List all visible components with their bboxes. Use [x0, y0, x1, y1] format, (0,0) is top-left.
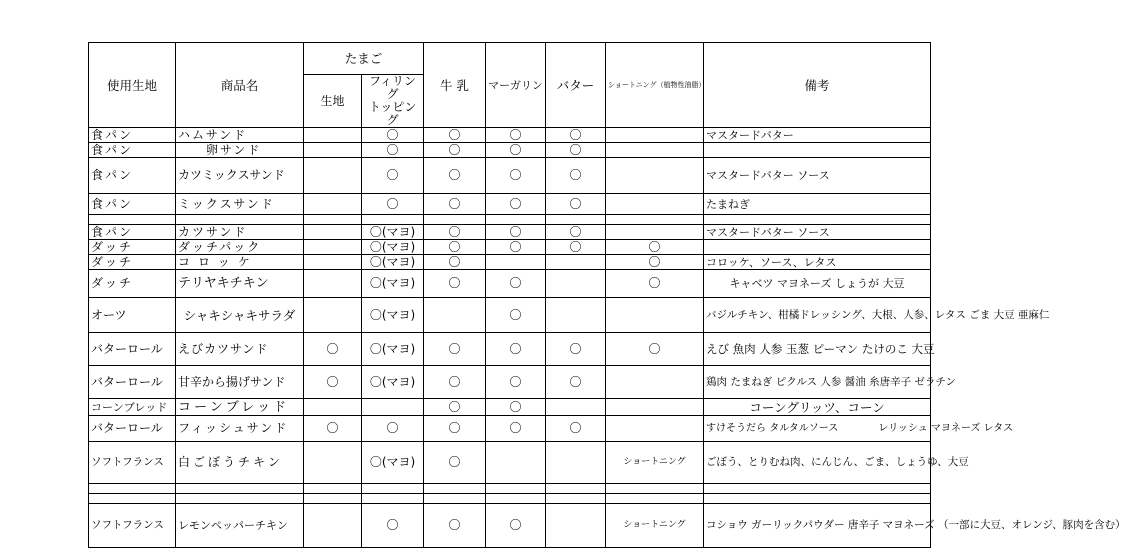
cell-product: レモンペッパーチキン	[176, 504, 304, 548]
cell-dough: ダッチ	[89, 240, 176, 255]
cell-egg-dough	[304, 255, 362, 270]
cell-margarine	[486, 255, 546, 270]
cell-product: ミックスサンド	[176, 194, 304, 215]
table-row	[89, 399, 931, 416]
cell-milk: 〇	[424, 333, 486, 366]
cell-dough: バターロール	[89, 416, 176, 442]
table-row	[89, 255, 931, 270]
table-row	[89, 225, 931, 240]
cell-product: テリヤキチキン	[176, 270, 304, 298]
cell-dough: ダッチ	[89, 270, 176, 298]
table-row	[89, 298, 931, 333]
cell-notes: たまねぎ	[704, 194, 931, 215]
cell-egg-filling: 〇(マヨ)	[362, 240, 424, 255]
table-row	[89, 416, 931, 442]
cell-shortening: 〇	[606, 240, 704, 255]
cell-butter	[546, 504, 606, 548]
cell-butter: 〇	[546, 333, 606, 366]
cell-shortening	[606, 143, 704, 158]
table-row	[89, 366, 931, 399]
cell-egg-dough	[304, 240, 362, 255]
cell-product: コーンブレッド	[176, 399, 304, 416]
allergen-table	[88, 42, 1126, 548]
cell-notes: マスタードバター	[704, 128, 931, 143]
cell-egg-dough	[304, 442, 362, 484]
cell-milk: 〇	[424, 240, 486, 255]
cell-egg-dough	[304, 270, 362, 298]
cell-butter	[546, 399, 606, 416]
cell-product: シャキシャキサラダ	[176, 298, 304, 333]
cell-dough: 食パン	[89, 158, 176, 194]
cell-egg-filling: 〇(マヨ)	[362, 442, 424, 484]
cell-margarine: 〇	[486, 143, 546, 158]
cell-product: コロッケ	[176, 255, 304, 270]
cell-egg-filling	[362, 399, 424, 416]
cell-product: カツミックスサンド	[176, 158, 304, 194]
cell-egg-filling: 〇(マヨ)	[362, 225, 424, 240]
blank-row	[89, 215, 931, 225]
cell-milk: 〇	[424, 442, 486, 484]
cell-butter: 〇	[546, 240, 606, 255]
cell-margarine: 〇	[486, 366, 546, 399]
cell-butter: 〇	[546, 143, 606, 158]
cell-egg-filling: 〇	[362, 128, 424, 143]
cell-butter: 〇	[546, 128, 606, 143]
cell-milk: 〇	[424, 366, 486, 399]
header-notes: 備考	[704, 43, 931, 128]
cell-milk: 〇	[424, 504, 486, 548]
cell-egg-dough: 〇	[304, 366, 362, 399]
cell-egg-filling: 〇(マヨ)	[362, 366, 424, 399]
cell-dough: バターロール	[89, 333, 176, 366]
cell-margarine: 〇	[486, 128, 546, 143]
table-row	[89, 240, 931, 255]
blank-row	[89, 484, 931, 494]
cell-notes: コショウ ガーリックパウダー 唐辛子 マヨネーズ （一部に大豆、オレンジ、豚肉を含む）	[704, 504, 931, 548]
header-egg: たまご	[304, 43, 424, 75]
cell-milk: 〇	[424, 143, 486, 158]
cell-butter	[546, 270, 606, 298]
cell-notes: コロッケ、ソース、レタス	[704, 255, 931, 270]
cell-shortening	[606, 399, 704, 416]
cell-butter: 〇	[546, 366, 606, 399]
cell-butter: 〇	[546, 225, 606, 240]
cell-shortening: 〇	[606, 270, 704, 298]
cell-dough: ダッチ	[89, 255, 176, 270]
cell-egg-filling: 〇(マヨ)	[362, 333, 424, 366]
cell-milk	[424, 298, 486, 333]
cell-shortening	[606, 225, 704, 240]
cell-shortening	[606, 416, 704, 442]
cell-dough: ソフトフランス	[89, 442, 176, 484]
cell-milk: 〇	[424, 399, 486, 416]
cell-margarine: 〇	[486, 399, 546, 416]
cell-dough: オーツ	[89, 298, 176, 333]
cell-notes: 鶏肉 たまねぎ ピクルス 人参 醤油 糸唐辛子 ゼラチン	[704, 366, 931, 399]
header-product: 商品名	[176, 43, 304, 128]
cell-egg-filling: 〇	[362, 158, 424, 194]
table-row	[89, 128, 931, 143]
cell-dough: 食パン	[89, 225, 176, 240]
cell-shortening	[606, 366, 704, 399]
cell-shortening: ショートニング	[606, 504, 704, 548]
cell-notes	[704, 143, 931, 158]
cell-product: ハムサンド	[176, 128, 304, 143]
cell-egg-dough	[304, 225, 362, 240]
cell-notes: ごぼう、とりむね肉、にんじん、ごま、しょうゆ、大豆	[704, 442, 931, 484]
cell-notes: えび 魚肉 人参 玉葱 ピーマン たけのこ 大豆	[704, 333, 931, 366]
table-row	[89, 333, 931, 366]
cell-egg-filling: 〇(マヨ)	[362, 270, 424, 298]
cell-egg-dough	[304, 194, 362, 215]
cell-margarine: 〇	[486, 158, 546, 194]
cell-egg-dough	[304, 298, 362, 333]
cell-dough: バターロール	[89, 366, 176, 399]
table-row	[89, 442, 931, 484]
cell-margarine: 〇	[486, 416, 546, 442]
cell-butter	[546, 442, 606, 484]
cell-milk: 〇	[424, 194, 486, 215]
cell-product: 甘辛から揚げサンド	[176, 366, 304, 399]
cell-margarine: 〇	[486, 194, 546, 215]
cell-shortening	[606, 194, 704, 215]
cell-shortening: 〇	[606, 333, 704, 366]
cell-egg-dough: 〇	[304, 416, 362, 442]
cell-product: フィッシュサンド	[176, 416, 304, 442]
cell-egg-dough	[304, 128, 362, 143]
cell-product: 卵サンド	[176, 143, 304, 158]
cell-dough: ソフトフランス	[89, 504, 176, 548]
cell-notes	[704, 240, 931, 255]
cell-product: ダッチパック	[176, 240, 304, 255]
cell-shortening	[606, 128, 704, 143]
table-row	[89, 143, 931, 158]
cell-egg-dough: 〇	[304, 333, 362, 366]
cell-notes: マスタードバター ソース	[704, 158, 931, 194]
cell-dough: 食パン	[89, 143, 176, 158]
cell-milk: 〇	[424, 158, 486, 194]
cell-egg-filling: 〇	[362, 504, 424, 548]
cell-egg-filling: 〇	[362, 143, 424, 158]
cell-shortening	[606, 298, 704, 333]
cell-dough: 食パン	[89, 128, 176, 143]
cell-butter	[546, 255, 606, 270]
cell-product: カツサンド	[176, 225, 304, 240]
cell-egg-dough	[304, 504, 362, 548]
cell-shortening: 〇	[606, 255, 704, 270]
cell-egg-dough	[304, 143, 362, 158]
cell-dough: コーンブレッド	[89, 399, 176, 416]
cell-egg-filling: 〇	[362, 194, 424, 215]
cell-notes: すけそうだら タルタルソース レリッシュ マヨネーズ レタス	[704, 416, 931, 442]
cell-margarine: 〇	[486, 504, 546, 548]
cell-margarine: 〇	[486, 333, 546, 366]
table-row	[89, 158, 931, 194]
cell-egg-filling: 〇(マヨ)	[362, 255, 424, 270]
table-row	[89, 194, 931, 215]
cell-dough: 食パン	[89, 194, 176, 215]
cell-milk: 〇	[424, 416, 486, 442]
cell-notes: コーングリッツ、コーン	[704, 399, 931, 416]
cell-notes: キャベツ マヨネーズ しょうが 大豆	[704, 270, 931, 298]
cell-margarine: 〇	[486, 225, 546, 240]
cell-margarine	[486, 442, 546, 484]
blank-row	[89, 494, 931, 504]
cell-egg-dough	[304, 158, 362, 194]
header-egg-filling: フィリング トッピング	[362, 75, 424, 128]
cell-egg-dough	[304, 399, 362, 416]
table-row	[89, 504, 931, 548]
cell-egg-filling: 〇(マヨ)	[362, 298, 424, 333]
cell-milk: 〇	[424, 255, 486, 270]
cell-notes: バジルチキン、柑橘ドレッシング、大根、人参、レタス ごま 大豆 亜麻仁	[704, 298, 931, 333]
header-dough: 使用生地	[89, 43, 176, 128]
cell-margarine: 〇	[486, 298, 546, 333]
cell-butter	[546, 298, 606, 333]
header-shortening: ショートニング（植物性油脂）	[606, 43, 704, 128]
cell-butter: 〇	[546, 194, 606, 215]
cell-margarine: 〇	[486, 240, 546, 255]
cell-butter: 〇	[546, 416, 606, 442]
cell-milk: 〇	[424, 270, 486, 298]
cell-milk: 〇	[424, 128, 486, 143]
cell-shortening: ショートニング	[606, 442, 704, 484]
header-egg-dough: 生地	[304, 75, 362, 128]
cell-notes: マスタードバター ソース	[704, 225, 931, 240]
header-butter: バター	[546, 43, 606, 128]
header-milk: 牛 乳	[424, 43, 486, 128]
cell-egg-filling: 〇	[362, 416, 424, 442]
cell-product: えびカツサンド	[176, 333, 304, 366]
cell-shortening	[606, 158, 704, 194]
cell-margarine: 〇	[486, 270, 546, 298]
cell-milk: 〇	[424, 225, 486, 240]
header-margarine: マーガリン	[486, 43, 546, 128]
header-row	[89, 43, 931, 75]
cell-product: 白ごぼうチキン	[176, 442, 304, 484]
cell-butter: 〇	[546, 158, 606, 194]
table-row	[89, 270, 931, 298]
